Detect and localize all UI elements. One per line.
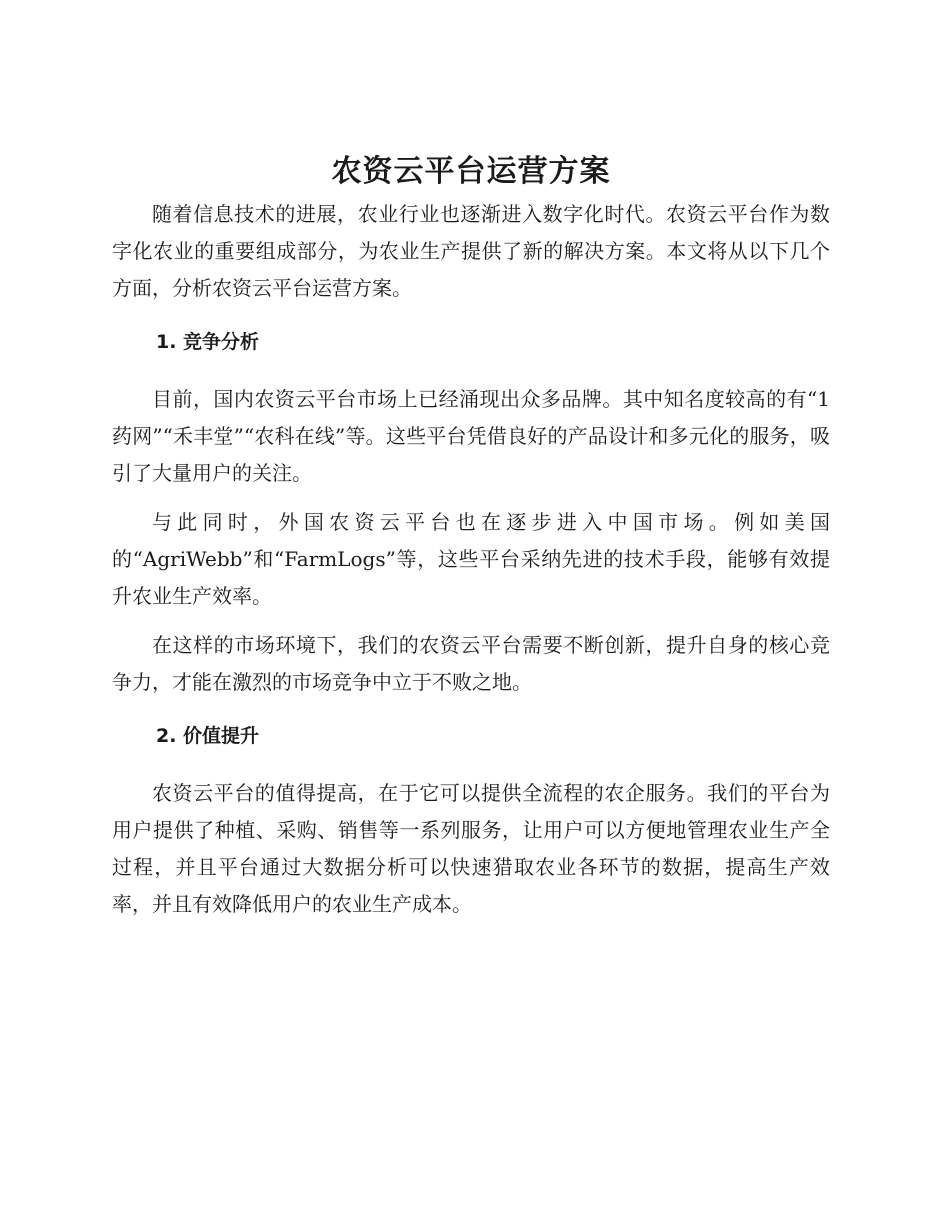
paragraph: 与此同时，外国农资云平台也在逐步进入中国市场。例如美国的“AgriWebb”和“FarmLogs”等，这些平台采纳先进的技术手段，能够有效提升农业生产效率。 [112,510,830,608]
intro-paragraph: 随着信息技术的进展，农业行业也逐渐进入数字化时代。农资云平台作为数字化农业的重要组成部分，为农业生产提供了新的解决方案。本文将从以下几个方面，分析农资云平台运营方案。 [112,202,830,300]
document-title: 农资云平台运营方案 [331,154,611,189]
paragraph: 在这样的市场环境下，我们的农资云平台需要不断创新，提升自身的核心竞争力，才能在激烈的市场竞争中立于不败之地。 [112,633,830,694]
section-heading: 2. 价值提升 [156,725,260,747]
paragraph: 目前，国内农资云平台市场上已经涌现出众多品牌。其中知名度较高的有“1药网”“禾丰堂”“农科在线”等。这些平台凭借良好的产品设计和多元化的服务，吸引了大量用户的关注。 [112,387,830,485]
document-page [112,150,830,935]
paragraph: 农资云平台的值得提高，在于它可以提供全流程的农企服务。我们的平台为用户提供了种植、采购、销售等一系列服务，让用户可以方便地管理农业生产全过程，并且平台通过大数据分析可以快速猎取农业各环节的数据，提高生产效率，并且有效降低用户的农业生产成本。 [112,781,830,916]
section-heading: 1. 竞争分析 [156,331,260,353]
section-competition [112,327,830,701]
section-value [112,721,830,923]
